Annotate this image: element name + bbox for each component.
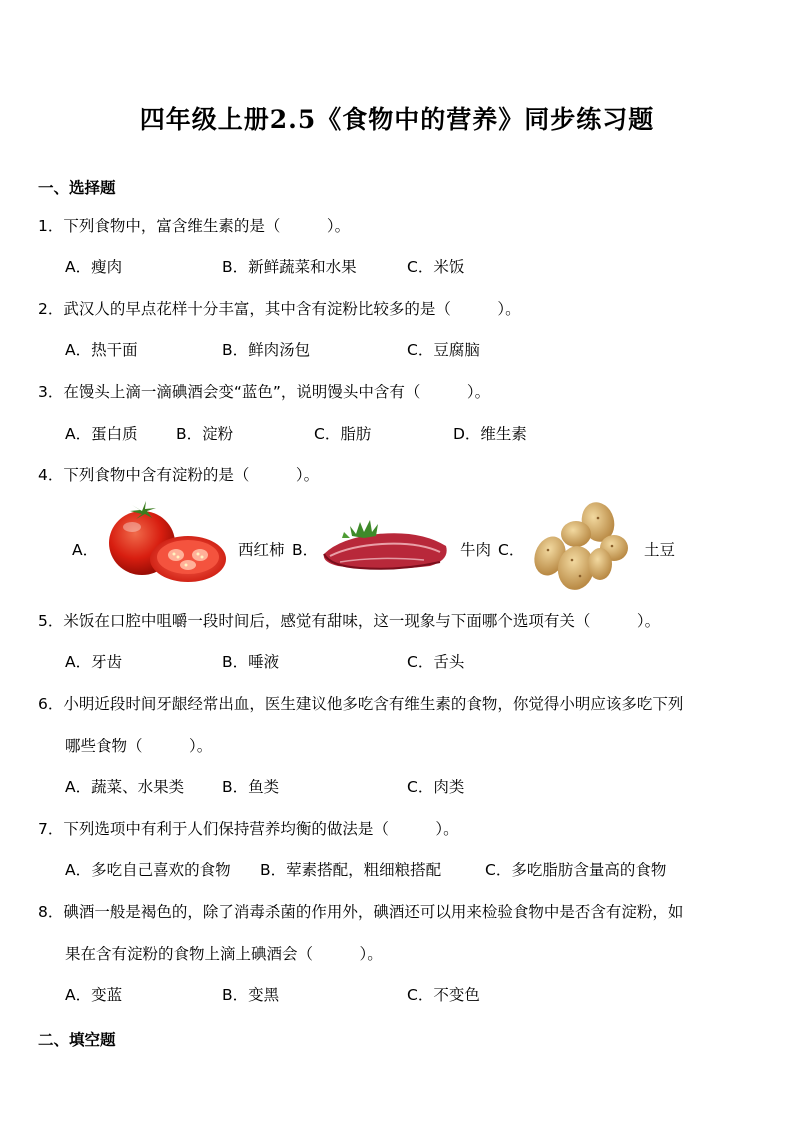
option-c: C．脂肪 <box>314 425 372 443</box>
option-a: A．变蓝 <box>65 986 123 1004</box>
question-stem: 6．小明近段时间牙龈经常出血，医生建议他多吃含有维生素的食物，你觉得小明应该多吃下列 <box>38 695 684 713</box>
section-heading-choice: 一、选择题 <box>38 179 116 197</box>
option-name-beef: 牛肉 <box>460 541 492 559</box>
question-stem: 4．下列食物中含有淀粉的是（ ）。 <box>38 466 320 484</box>
option-b: B．唾液 <box>222 653 280 671</box>
question-stem: 5．米饭在口腔中咀嚼一段时间后，感觉有甜味，这一现象与下面哪个选项有关（ ）。 <box>38 612 661 630</box>
option-b: B．淀粉 <box>176 425 234 443</box>
option-c: C．豆腐脑 <box>407 341 480 359</box>
option-letter-a: A． <box>72 541 99 559</box>
question-stem-continued: 果在含有淀粉的食物上滴上碘酒会（ ）。 <box>65 945 383 963</box>
section-heading-fill: 二、填空题 <box>38 1031 116 1049</box>
option-a: A．牙齿 <box>65 653 123 671</box>
question-stem: 8．碘酒一般是褐色的，除了消毒杀菌的作用外，碘酒还可以用来检验食物中是否含有淀粉，如 <box>38 903 684 921</box>
page-title: 四年级上册2.5《食物中的营养》同步练习题 <box>139 105 655 134</box>
option-c: C．多吃脂肪含量高的食物 <box>485 861 667 879</box>
option-a: A．多吃自己喜欢的食物 <box>65 861 231 879</box>
option-name-potato: 土豆 <box>644 541 676 559</box>
tomato-image <box>102 497 230 585</box>
option-b: B．新鲜蔬菜和水果 <box>222 258 357 276</box>
option-a: A．蛋白质 <box>65 425 138 443</box>
option-a: A．瘦肉 <box>65 258 123 276</box>
question-stem-continued: 哪些食物（ ）。 <box>65 737 213 755</box>
option-c: C．肉类 <box>407 778 465 796</box>
option-letter-c: C． <box>498 541 525 559</box>
option-letter-b: B． <box>292 541 319 559</box>
option-c: C．不变色 <box>407 986 480 1004</box>
option-d: D．维生素 <box>453 425 527 443</box>
option-b: B．变黑 <box>222 986 280 1004</box>
question-stem: 1．下列食物中，富含维生素的是（ ）。 <box>38 217 351 235</box>
beef-image <box>320 516 452 572</box>
question-stem: 3．在馒头上滴一滴碘酒会变“蓝色”，说明馒头中含有（ ）。 <box>38 383 491 401</box>
option-b: B．鲜肉汤包 <box>222 341 311 359</box>
potato-image <box>528 500 634 594</box>
option-b: B．鱼类 <box>222 778 280 796</box>
option-c: C．舌头 <box>407 653 465 671</box>
option-a: A．蔬菜、水果类 <box>65 778 185 796</box>
option-name-tomato: 西红柿 <box>238 541 285 559</box>
question-stem: 2．武汉人的早点花样十分丰富，其中含有淀粉比较多的是（ ）。 <box>38 300 521 318</box>
option-c: C．米饭 <box>407 258 465 276</box>
option-b: B．荤素搭配，粗细粮搭配 <box>260 861 442 879</box>
option-a: A．热干面 <box>65 341 138 359</box>
question-stem: 7．下列选项中有利于人们保持营养均衡的做法是（ ）。 <box>38 820 459 838</box>
